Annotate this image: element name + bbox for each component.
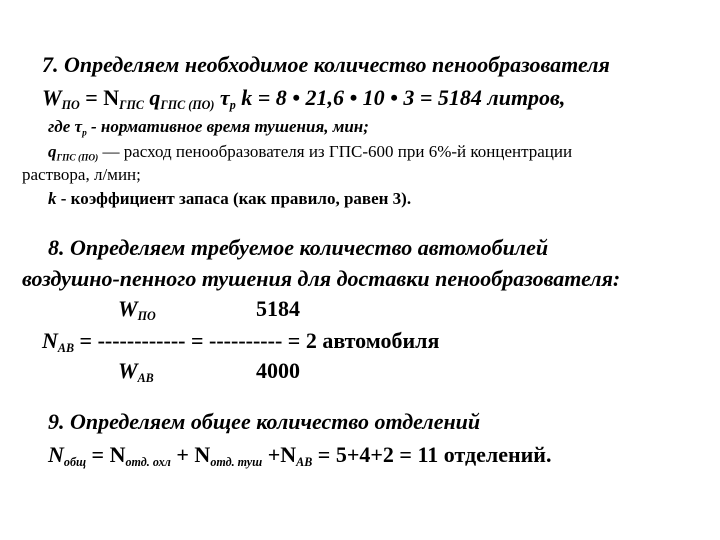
- w-subscript: ПО: [61, 98, 80, 113]
- total-result: = 5+4+2 = 11 отделений.: [312, 442, 552, 467]
- def-q-text: — расход пенообразователя из ГПС-600 при 6%-й концентрации: [98, 142, 573, 161]
- n-av-sub-2: АВ: [296, 455, 313, 470]
- n-subscript: ГПС: [119, 98, 144, 113]
- q-symbol: q: [143, 85, 161, 110]
- n-cooling-sub: отд. охл: [125, 455, 171, 470]
- def-q: [48, 142, 573, 164]
- plus-n-av: +N: [262, 442, 297, 467]
- def-k-symbol: k: [48, 189, 57, 208]
- fraction-middle: [42, 328, 440, 356]
- formula-result: k = 8 • 21,6 • 10 • 3 = 5184 литров,: [235, 85, 566, 110]
- fraction-numerator-symbol: [118, 296, 156, 324]
- def-k-text: - коэффициент запаса (как правило, равен 3).: [56, 189, 412, 208]
- w-symbol: W: [42, 85, 62, 110]
- numerator-w-sub: ПО: [137, 309, 156, 324]
- n-av-symbol: N: [42, 328, 58, 353]
- n-total-sub: общ: [63, 455, 87, 470]
- def-tau-text: - нормативное время тушения, мин;: [86, 117, 369, 136]
- def-tau-sub: р: [82, 128, 87, 139]
- n-av-sub: АВ: [57, 341, 75, 356]
- n-total-symbol: N: [48, 442, 64, 467]
- def-tau: [48, 117, 369, 139]
- step9-formula: [48, 442, 552, 470]
- tau-symbol: τ: [214, 85, 230, 110]
- step7-heading: 7. Определяем необходимое количество пенообразователя: [42, 52, 610, 77]
- def-q-continuation: раствора, л/мин;: [22, 165, 141, 184]
- step7-formula: [42, 85, 566, 113]
- fraction-denominator-value: 4000: [256, 358, 300, 383]
- def-q-sub: ГПС (ПО): [56, 153, 99, 164]
- fraction-result: = ------------ = ---------- = 2 автомобиля: [74, 328, 440, 353]
- plus-n-extinguish: + N: [170, 442, 211, 467]
- step8-heading-line2: воздушно-пенного тушения для доставки пенообразователя:: [22, 266, 621, 291]
- numerator-w: W: [118, 296, 138, 321]
- fraction-numerator-value: 5184: [256, 296, 300, 321]
- equals-n-cooling: = N: [86, 442, 126, 467]
- denominator-w: W: [118, 358, 138, 383]
- denominator-w-sub: АВ: [137, 371, 154, 386]
- fraction-denominator-symbol: [118, 358, 154, 386]
- def-k: [48, 190, 411, 207]
- step8-heading-line1: 8. Определяем требуемое количество автомобилей: [48, 235, 549, 260]
- def-q-symbol: q: [48, 142, 57, 161]
- n-extinguish-sub: отд. туш: [210, 455, 263, 470]
- def-tau-prefix: где τ: [48, 117, 83, 136]
- step9-heading: 9. Определяем общее количество отделений: [48, 409, 481, 434]
- equals-n: = N: [79, 85, 120, 110]
- q-subscript: ГПС (ПО): [160, 98, 215, 113]
- tau-subscript: р: [229, 98, 236, 113]
